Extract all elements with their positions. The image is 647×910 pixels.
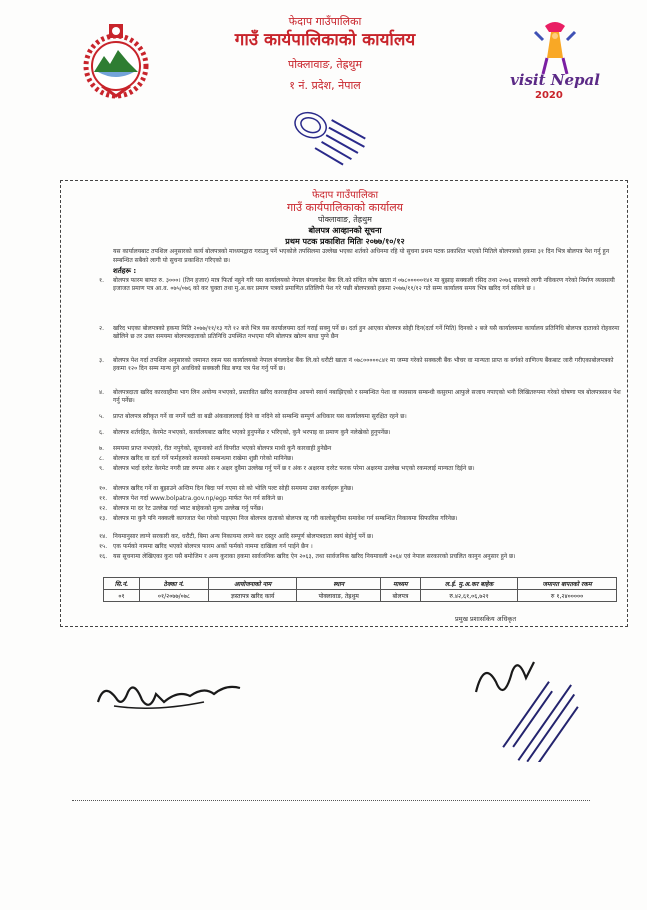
visit-nepal-text: visit Nepal xyxy=(510,71,600,89)
signatory-title: प्रमुख प्रशासकिय अधिकृत xyxy=(455,615,517,623)
clause-number: १४. xyxy=(99,533,108,540)
table-cell: ०१/२०७७/०७८ xyxy=(140,590,209,602)
conditions-heading: शर्तहरू : xyxy=(113,267,137,275)
column-header: माध्यम xyxy=(380,578,420,590)
clause-number: २. xyxy=(99,325,105,332)
divider-line xyxy=(72,800,590,801)
tender-table xyxy=(103,577,617,602)
clause-number: १. xyxy=(99,277,105,284)
table-row xyxy=(104,590,617,602)
clause-text: बोलपत्र खरिद वा दर्ता गर्ने फर्महरुको कामको सम्बन्धमा राखेमा शुन्नी गरेको मानिनेछ। xyxy=(113,455,294,462)
letterhead xyxy=(190,14,460,93)
clause-number: ४. xyxy=(99,389,105,396)
table-cell: रु १,२४००००० xyxy=(518,590,617,602)
clause-text: बोलपत्र खरिद गर्ने वा बुझाउने अन्तिम दिन बिदा पर्न गएमा सो को भोलि पल्ट सोही समयमा उक्त कार्यहरू हुनेछ। xyxy=(113,485,354,492)
clause-number: १५. xyxy=(99,543,108,550)
office-name: गाउँ कार्यपालिकाको कार्यालय xyxy=(234,30,416,50)
column-header: स्थान xyxy=(297,578,380,590)
office-stamp xyxy=(268,100,378,170)
clause-text: बोलपत्र पेश गर्दा www.bolpatra.gov.np/egp मार्फत पेश गर्न सकिने छ। xyxy=(113,495,284,502)
clause-number: ५. xyxy=(99,413,105,420)
clause-text: यस सूचनामा लेखिएका कुरा यसै बमोजिम र अन्य कुराका हकमा सार्वजनिक खरिद ऐन २०६३, तथा सार्वजनिक खरिद नियमावली २०६४ एवं नेपाल सरकारको प्रचलित कानुन अनुसार हुने छ। xyxy=(113,553,516,560)
clause-text: बोलपत्रदाता खरिद कारवाहीमा भाग लिन अयोग्य नभएको, प्रस्तावित खरिद कारवाहीमा आफ्नो स्वार्थ नबाझिएको र सम्बन्धित पेशा वा व्यवसाय सम्बन्धी कसुरमा आफुले सजाय नपाएको भनी लिखितरुपमा गरेको घोषणा पत्र बोलपत्रसाथ पेश गर्नु पर्नेछ। xyxy=(113,389,621,404)
notice-publish-date: प्रथम पटक प्रकाशित मितिः २०७७/१०/१२ xyxy=(285,237,405,246)
clause-text: बोलपत्र मा दर रेट उल्लेख गर्दा भ्याट बाहेकको मुल्य उल्लेख गर्नु पर्नेछ। xyxy=(113,505,264,512)
column-header: आयोजनाको नाम xyxy=(208,578,297,590)
right-signature-stamp xyxy=(470,652,590,762)
clause-text: नियमानुसार लाग्ने सरकारी कर, धरौटी, बिमा अन्य निकायमा लाग्ने कर दस्तुर आदि सम्पूर्ण बोलपत्रदाता स्वयं बेहोर्नु पर्ने छ। xyxy=(113,533,374,540)
table-cell: रु.४२,६१,०६,७२१ xyxy=(420,590,517,602)
municipality-name: फेदाप गाउँपालिका xyxy=(288,15,362,28)
column-header: जमानत बापतको रकम xyxy=(518,578,617,590)
clause-text: खरिद भएका बोलपत्रको हकमा मिति २०७७/११/१३ गते १२ बजे भित्र यस कार्यालयमा दर्ता गराई सक्नु पर्ने छ। दर्ता हुन आएका बोलपत्र सोही दिन(दर्ता गर्ने मिति) दिनको २ बजे यसै कार्यालयमा कार्यालय प्रतिनिधि बोलपत्र दाताको रोहवरमा खोलिने छ तर उक्त समयमा बोलपत्रदाताको प्रतिनिधि उपस्थित नभएमा पनि बोलपत्र खोल्न बाधा पुग्ने छैन xyxy=(113,325,620,340)
nepal-emblem-logo xyxy=(80,22,152,102)
table-cell: बोलपत्र xyxy=(380,590,420,602)
office-location: पोक्लावाङ, तेह्रथुम xyxy=(287,58,363,71)
notice-heading: बोलपत्र आव्हानको सूचना xyxy=(308,226,382,235)
visit-nepal-logo xyxy=(505,18,605,108)
column-header: सि.नं. xyxy=(104,578,140,590)
notice-office: गाउँ कार्यपालिकाको कार्यालय xyxy=(286,201,404,214)
clause-text: एक फर्मको नाममा खरिद भएको बोलपत्र फारम अर्को फर्मको नाममा दाखिला गर्न पाईने छैन । xyxy=(113,543,313,550)
clause-text: बोलपत्र मा कुनै पनि नक्कली कागजात पेश गरेको पाइएमा निज बोलपत्र दाताको बोलपत्र रद्द गरी कालोसूचीमा समावेश गर्न सम्बन्धित निकायमा सिफारिस गरिनेछ। xyxy=(113,515,458,522)
table-cell: ज्ञस्तापत्र खरिद कार्य xyxy=(208,590,297,602)
clause-number: १३. xyxy=(99,515,108,522)
clause-number: १६. xyxy=(99,553,108,560)
clause-number: ११. xyxy=(99,495,108,502)
left-signature xyxy=(94,672,244,720)
clause-text: बोलपत्र भर्दा दररेट केरमेट नगरी प्रष्ट रुपमा अंक र अक्षर दुवैमा उल्लेख गर्नु पर्ने छ र अंक र अक्षरमा दररेट फरक परेमा अक्षरमा उल्लेख भएको रकमलाई मान्यता दिईने छ। xyxy=(113,465,475,472)
clause-number: ८. xyxy=(99,455,105,462)
clause-number: ७. xyxy=(99,445,105,452)
clause-text: बोलपत्र पेश गर्दा तपशिल अनुसारको जमानत रकम यस कार्यालयको नेपाल बंगलादेश बैंक लि.को धरौटी खाता नं ०७८०००००८४१ मा जम्मा गरेको सक्कली बैंक भौचर वा मान्यता प्राप्त क वर्गको वाणिज्य बैंकबाट जारी गरीएकाबोलपत्रको हकमा १२० दिन सम्म मान्य हुने अवधिको सक्कली बिड बण्ड पत्र पेश गर्नु पर्ने छ। xyxy=(113,357,614,372)
visit-nepal-figure-icon xyxy=(505,18,605,78)
clause-number: ९. xyxy=(99,465,105,472)
table-cell: पोक्लावाङ, तेह्रथुम xyxy=(297,590,380,602)
province-name: १ नं. प्रदेश, नेपाल xyxy=(289,79,361,92)
notice-intro: यस कार्यालयबाट तपशिल अनुसारको कार्य बोलपत्रको माध्यमद्वारा गराउनु पर्ने भएकोले तपसिलमा उल्लेख भएका शर्तको अधिनमा रहि यो सुचना प्रथम पटक प्रकाशित भएको मितिले बोलपत्रको हकमा ३१ दिन भित्र बोलपत्र पेश गर्नु हुन सम्बन्धित सबैको लागी यो सुचना प्रकाशित गरिएको छ। xyxy=(113,248,610,264)
table-cell: ०१ xyxy=(104,590,140,602)
column-header: ल.ई. मु.अ.कर बाहेक xyxy=(420,578,517,590)
notice-municipality: फेदाप गाउँपालिका xyxy=(311,190,379,201)
tender-notice-box xyxy=(60,180,628,627)
clause-number: १०. xyxy=(99,485,108,492)
clause-text: बोलपत्र फारम बापत रु. ३०००। (तिन हजार) मात्र फिर्ता नहुने गरि यस कार्यालयको नेपाल बंगलादेश बैंक लि.को संचित कोष खाता नं ०७८०००००१४१ मा बुझाइ सक्कली रसिद तथा २०७६ सालको लागी नविकरण गरेको निर्माण व्यवसायी इजाजत प्रमाण पत्र आ.व. ०७५/०७६ को कर चुक्ता तथा मु.अ.कर प्रमाण पत्रको प्रमाणित प्रतिलिपी पेश गरे पछी बोलपत्रको हकमा २०७७/११/१२ गते सम्म कार्यालय समय भित्र खरिद गर्न सकिने छ । xyxy=(113,277,615,292)
notice-location: पोक्लावाङ, तेह्रथुम xyxy=(318,215,372,224)
visit-nepal-year: 2020 xyxy=(535,90,563,101)
clause-text: प्राप्त बोलपत्र स्वीकृत गर्ने वा नगर्ने घटी वा बढी अंकवालालाई दिने वा नदिने सो सम्बन्धि सम्पुर्ण अधिकार यस कार्यालयमा सुरक्षित रहने छ। xyxy=(113,413,407,420)
table-header-row xyxy=(104,578,617,590)
clause-number: १२. xyxy=(99,505,108,512)
clause-text: बोलपत्र शर्तरहित, केरमेट नभएको, कार्यालयबाट खरिद भएको हुनुपर्नेछ र भरिएको, कुनै भरपाइ वा प्रमाण कुनै नलेखेको हुनुपर्नेछ। xyxy=(113,429,391,436)
column-header: ठेक्का नं. xyxy=(140,578,209,590)
clause-number: ६. xyxy=(99,429,105,436)
clause-text: समयमा प्राप्त नभएको, रीत नपुगेको, सूचनाको शर्त विपरीत भएको बोलपत्र माथी कुनै कारवाही हुनेछैन xyxy=(113,445,332,452)
clause-number: ३. xyxy=(99,357,105,364)
